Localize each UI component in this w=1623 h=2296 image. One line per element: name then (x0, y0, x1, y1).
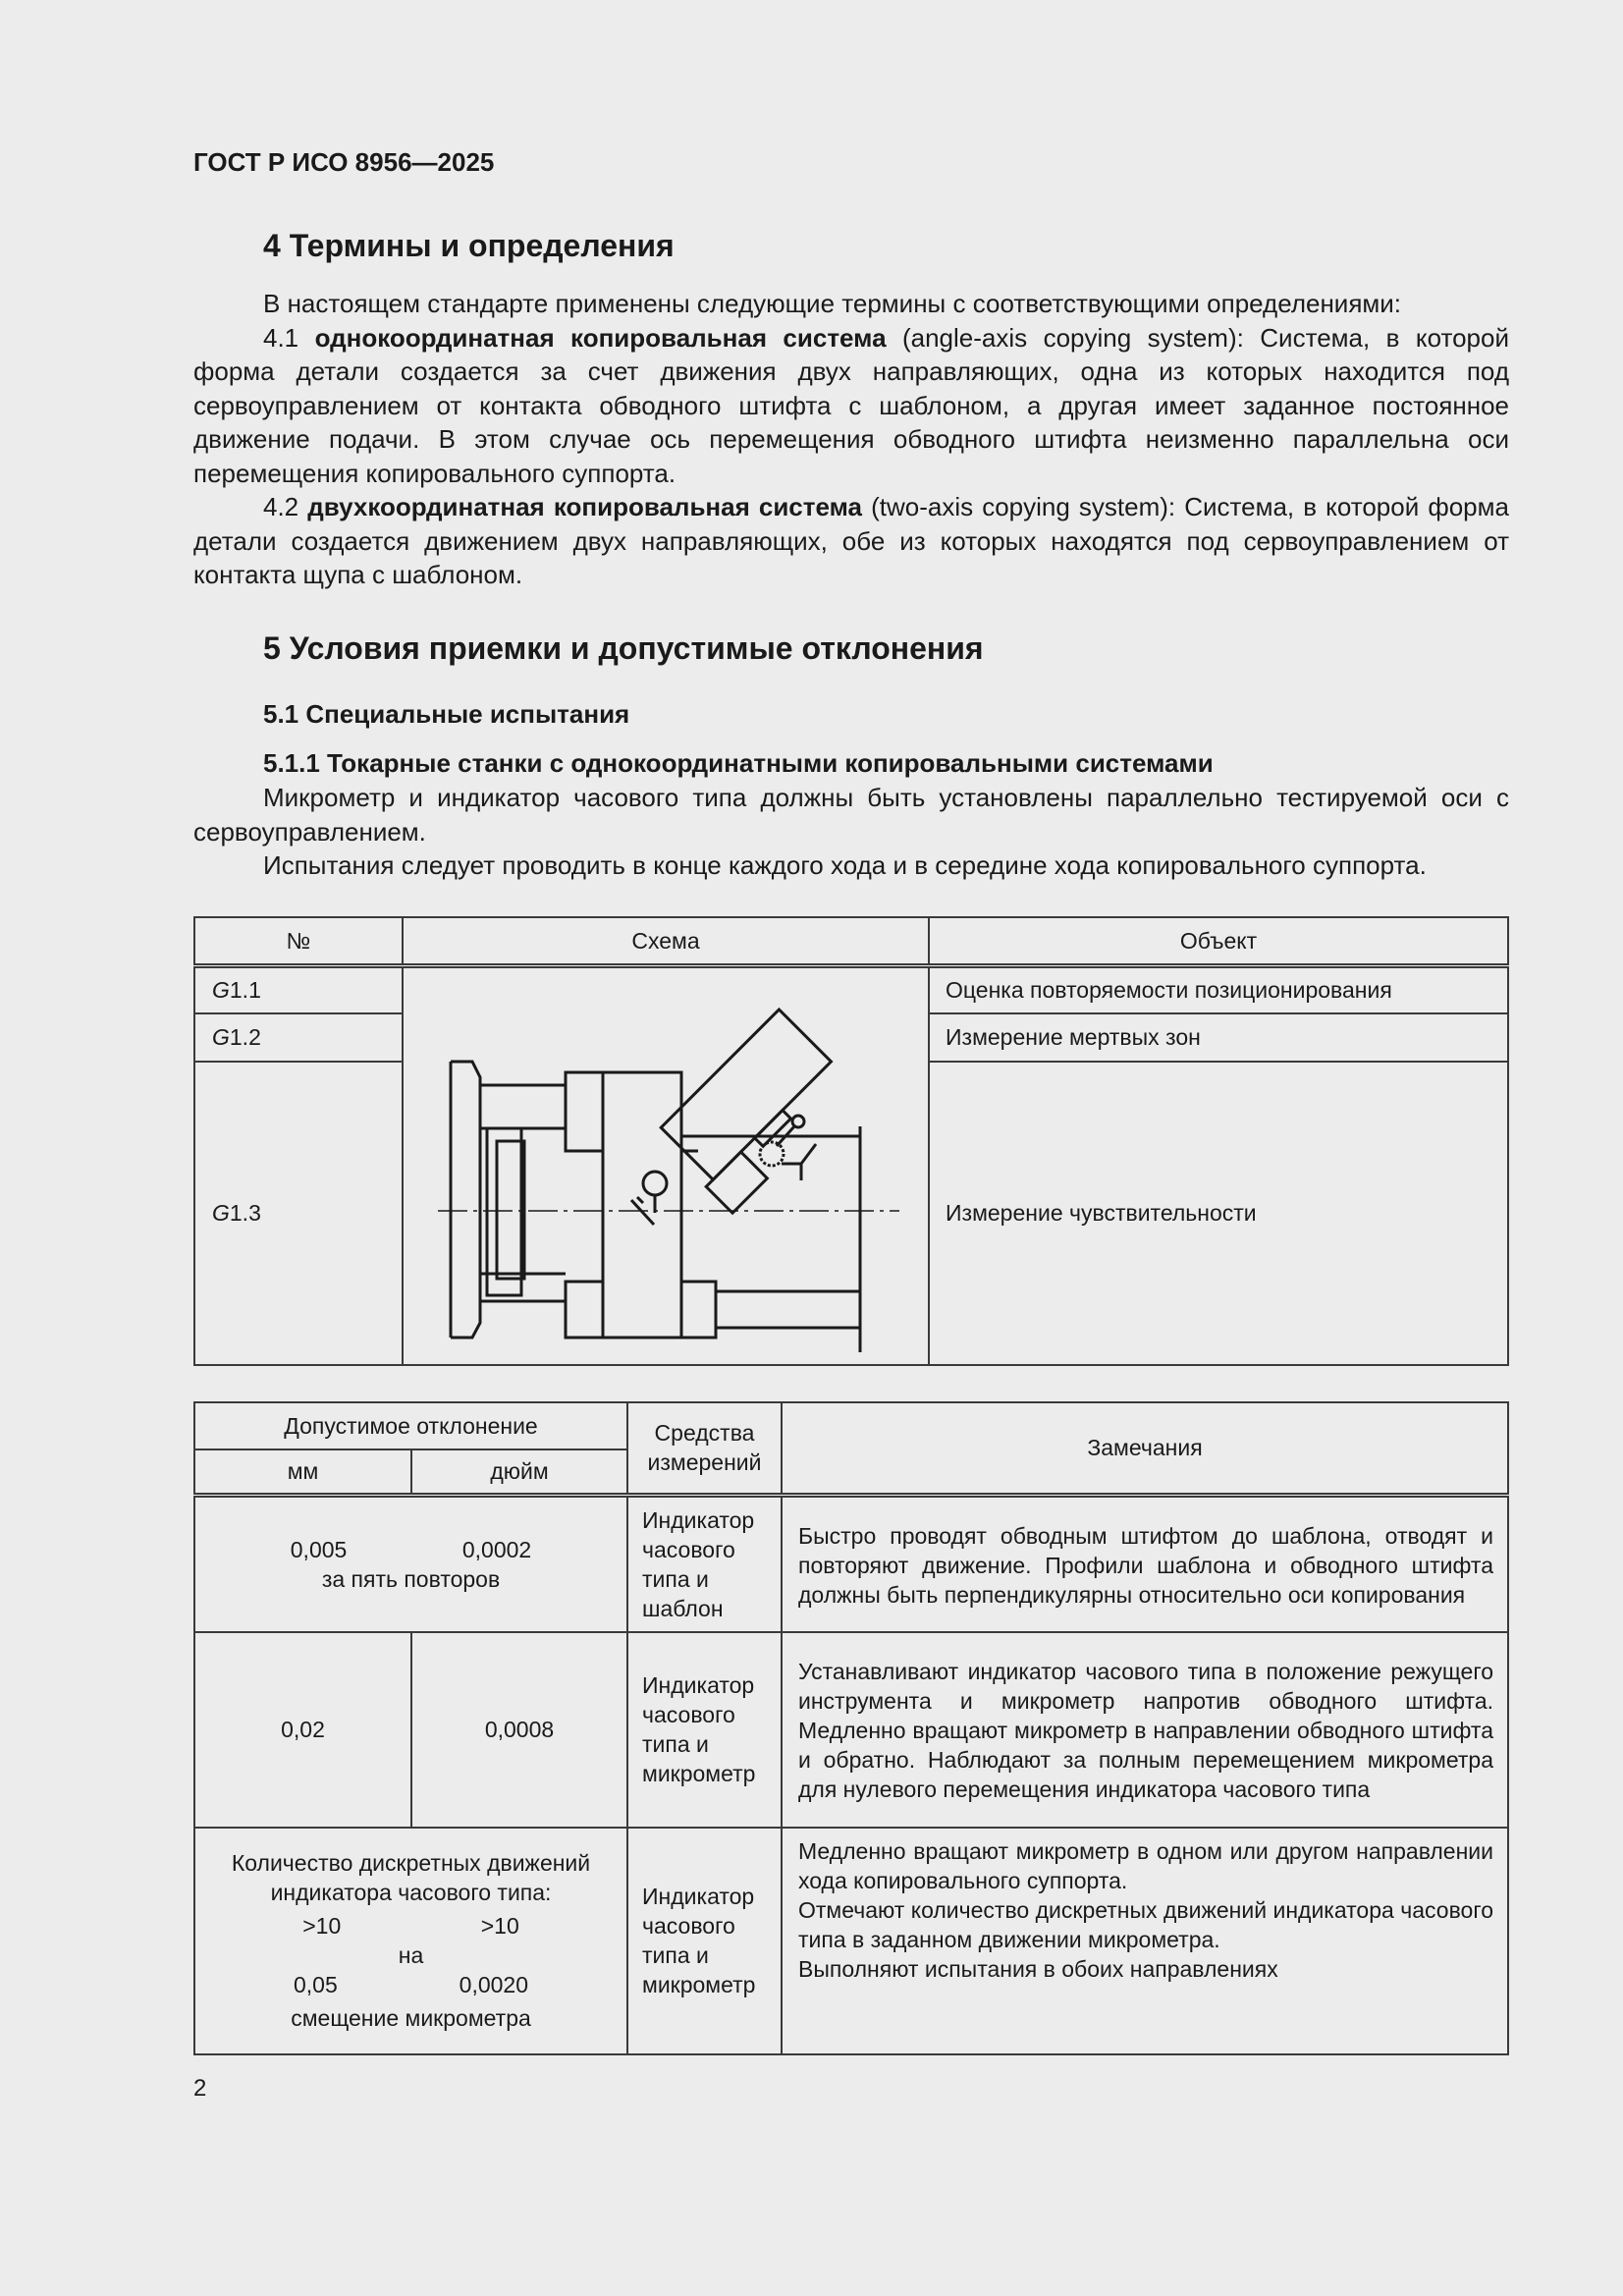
tolerance-mm: 0,005 (290, 1536, 348, 1562)
tolerance-inch: 0,0002 (461, 1536, 532, 1562)
on-label: на (398, 1942, 424, 1968)
tolerance-mm: 0,05 (293, 1972, 338, 1997)
column-header-mm: мм (194, 1449, 411, 1495)
column-header-scheme: Схема (403, 917, 929, 966)
tolerance-row-3 (194, 1828, 627, 2054)
definition-4-2: 4.2 двухкоординатная копировальная система (two-axis copying system): Система, в которой форма детали создается движением двух направляющих, обе из которых находятся под сервоуправлением от контакта щупа с шаблоном. (193, 492, 1509, 589)
measuring-means: Индикатор часового типа и микрометр (627, 1632, 782, 1828)
row-object: Оценка повторяемости позиционирования (929, 966, 1508, 1013)
tolerance-inch: >10 (480, 1913, 519, 1939)
column-header-tolerance: Допустимое отклонение (194, 1402, 627, 1449)
remarks: Быстро проводят обводным штифтом до шаблона, отводят и повторяют движение. Профили шаблона и обводного штифта должны быть перпендикулярны относительно оси копирования (782, 1495, 1508, 1632)
column-header-remarks: Замечания (782, 1402, 1508, 1495)
tolerance-row-1 (194, 1495, 627, 1632)
tolerance-table (193, 1401, 1509, 2055)
paragraph-tests: Испытания следует проводить в конце каждого хода и в середине хода копировального суппорта. (263, 850, 1427, 880)
row-object: Измерение чувствительности (929, 1062, 1508, 1365)
remarks: Медленно вращают микрометр в одном или другом направлении хода копировального суппорта. Отмечают количество дискретных движений индикатора часового типа в заданном движении микрометра. Выполняют испытания в обоих направлениях (782, 1828, 1508, 2054)
subsection-5-1-title: 5.1 Специальные испытания (263, 699, 630, 729)
column-header-number: № (194, 917, 403, 966)
scheme-cell (403, 966, 929, 1365)
section-5-body (193, 781, 1509, 883)
intro-paragraph: В настоящем стандарте применены следующие термины с соответствующими определениями: (263, 289, 1402, 318)
tolerance-note: за пять повторов (321, 1565, 501, 1592)
discrete-moves-label: Количество дискретных движений индикатора часового типа: (231, 1850, 591, 1905)
row-object: Измерение мертвых зон (929, 1013, 1508, 1062)
document-header: ГОСТ Р ИСО 8956—2025 (193, 147, 495, 177)
section-4-body (193, 287, 1509, 592)
tolerance-mm: >10 (302, 1913, 342, 1939)
copying-system-diagram (404, 969, 926, 1362)
tolerance-inch: 0,0008 (411, 1632, 627, 1828)
test-scheme-table (193, 916, 1509, 1366)
tolerance-mm: 0,02 (194, 1632, 411, 1828)
page-number: 2 (193, 2075, 207, 2102)
subsection-5-1-1-title: 5.1.1 Токарные станки с однокоординатными копировальными системами (263, 748, 1214, 778)
measuring-means: Индикатор часового типа и шаблон (627, 1495, 782, 1632)
measuring-means: Индикатор часового типа и микрометр (627, 1828, 782, 2054)
section-4-title: 4 Термины и определения (263, 228, 675, 263)
row-number: G1.1 (194, 966, 403, 1013)
row-number: G1.3 (194, 1062, 403, 1365)
paragraph-installation: Микрометр и индикатор часового типа должны быть установлены параллельно тестируемой оси с сервоуправлением. (193, 783, 1509, 847)
row-number: G1.2 (194, 1013, 403, 1062)
definition-4-1: 4.1 однокоординатная копировальная система (angle-axis copying system): Система, в которой форма детали создается за счет движения двух направляющих, одна из которых находится под сервоуправлением от контакта обводного штифта с шаблоном, а другая имеет заданное постоянное движение подачи. В этом случае ось перемещения обводного штифта неизменно параллельна оси перемещения копировального суппорта. (193, 322, 1509, 488)
remarks: Устанавливают индикатор часового типа в положение режущего инструмента и микрометр напротив обводного штифта. Медленно вращают микрометр в направлении обводного штифта и обратно. Наблюдают за полным перемещением микрометра для нулевого перемещения индикатора часового типа (782, 1632, 1508, 1828)
section-5-title: 5 Условия приемки и допустимые отклонения (263, 630, 984, 666)
column-header-object: Объект (929, 917, 1508, 966)
column-header-means: Средства измерений (627, 1402, 782, 1495)
tolerance-note: смещение микрометра (291, 2005, 531, 2031)
column-header-inch: дюйм (411, 1449, 627, 1495)
tolerance-inch: 0,0020 (459, 1972, 529, 1997)
